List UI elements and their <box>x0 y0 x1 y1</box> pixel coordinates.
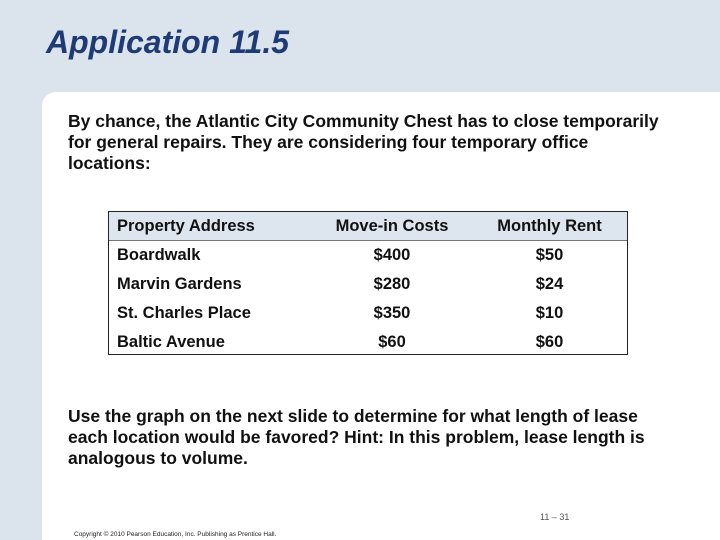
header-property-address: Property Address <box>109 212 312 241</box>
table-row <box>109 270 627 299</box>
cell-move-in: $60 <box>378 333 406 351</box>
cell-rent: $50 <box>535 246 564 264</box>
cell-move-in: $400 <box>373 246 411 264</box>
cell-address: Marvin Gardens <box>117 275 242 293</box>
header-monthly-rent: Monthly Rent <box>472 212 627 241</box>
cell-rent: $60 <box>535 333 564 351</box>
locations-table <box>108 211 628 355</box>
table-header-row <box>109 212 627 241</box>
cell-rent: $10 <box>535 304 564 322</box>
question-paragraph: Use the graph on the next slide to determine for what length of lease each location would be favored? Hint: In this problem, lease length is analogous to volume. <box>68 406 645 468</box>
header-move-in-costs: Move-in Costs <box>312 212 472 241</box>
cell-address: St. Charles Place <box>117 304 251 322</box>
cell-move-in: $280 <box>373 275 411 293</box>
cell-address: Boardwalk <box>117 246 201 264</box>
table-row <box>109 328 627 357</box>
cell-address: Baltic Avenue <box>117 333 225 351</box>
table-row <box>109 299 627 328</box>
slide-title: Application 11.5 <box>46 24 290 60</box>
intro-paragraph: By chance, the Atlantic City Community Chest has to close temporarily for general repairs. They are considering four temporary office locations: <box>68 111 659 173</box>
cell-rent: $24 <box>535 275 564 293</box>
cell-move-in: $350 <box>373 304 411 322</box>
page-number: 11 – 31 <box>540 512 570 522</box>
copyright-notice: Copyright © 2010 Pearson Education, Inc. Publishing as Prentice Hall. <box>74 531 277 538</box>
table-row <box>109 241 627 271</box>
